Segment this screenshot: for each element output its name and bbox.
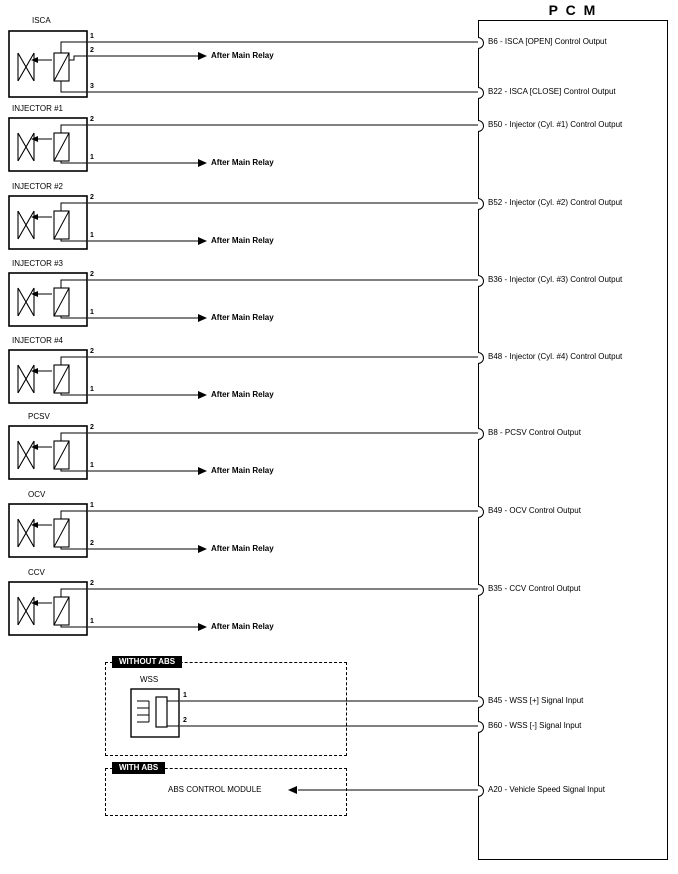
abs-control-module-label: ABS CONTROL MODULE	[168, 785, 262, 794]
component-label-injector2: INJECTOR #2	[12, 182, 63, 191]
pin-number: 2	[90, 116, 94, 123]
pin-number: 1	[90, 386, 94, 393]
arrow-icon	[198, 391, 207, 399]
pcm-box	[478, 20, 668, 860]
pcm-pin-label: B36 - Injector (Cyl. #3) Control Output	[488, 275, 623, 284]
pcm-pin-label: B52 - Injector (Cyl. #2) Control Output	[488, 198, 623, 207]
solenoid-valve-symbol	[8, 581, 88, 636]
after-main-relay-label: After Main Relay	[211, 622, 274, 631]
component-label-pcsv: PCSV	[28, 412, 50, 421]
after-main-relay-label: After Main Relay	[211, 158, 274, 167]
pcm-pin-label: B50 - Injector (Cyl. #1) Control Output	[488, 120, 623, 129]
solenoid-valve-symbol	[8, 349, 88, 404]
component-label-isca: ISCA	[32, 16, 51, 25]
arrow-icon	[288, 786, 297, 794]
pcm-pin-label: B8 - PCSV Control Output	[488, 428, 581, 437]
arrow-icon	[198, 545, 207, 553]
pin-number: 2	[90, 424, 94, 431]
after-main-relay-label: After Main Relay	[211, 544, 274, 553]
arrow-icon	[198, 623, 207, 631]
pin-number: 1	[90, 309, 94, 316]
pcm-pin-label: B49 - OCV Control Output	[488, 506, 581, 515]
pcm-pin-label: B60 - WSS [-] Signal Input	[488, 721, 582, 730]
pcm-pin-label: B48 - Injector (Cyl. #4) Control Output	[488, 352, 623, 361]
after-main-relay-label: After Main Relay	[211, 313, 274, 322]
after-main-relay-label: After Main Relay	[211, 236, 274, 245]
component-label-injector4: INJECTOR #4	[12, 336, 63, 345]
pin-number: 2	[90, 194, 94, 201]
pcm-pin-label: A20 - Vehicle Speed Signal Input	[488, 785, 605, 794]
pin-number: 1	[90, 33, 94, 40]
after-main-relay-label: After Main Relay	[211, 51, 274, 60]
pcm-title: P C M	[548, 2, 598, 18]
pcm-pin-label: B35 - CCV Control Output	[488, 584, 581, 593]
pin-number: 2	[90, 47, 94, 54]
pin-number: 2	[90, 271, 94, 278]
solenoid-valve-symbol	[8, 195, 88, 250]
pin-number: 1	[90, 462, 94, 469]
pin-number: 3	[90, 83, 94, 90]
pin-number: 1	[90, 502, 94, 509]
arrow-icon	[198, 314, 207, 322]
arrow-icon	[198, 159, 207, 167]
pcm-pin-label: B22 - ISCA [CLOSE] Control Output	[488, 87, 616, 96]
wss-connector-symbol	[130, 688, 180, 738]
component-label-injector1: INJECTOR #1	[12, 104, 63, 113]
after-main-relay-label: After Main Relay	[211, 390, 274, 399]
pcm-pin-label: B45 - WSS [+] Signal Input	[488, 696, 584, 705]
solenoid-valve-symbol	[8, 503, 88, 558]
solenoid-valve-symbol	[8, 425, 88, 480]
wss-label: WSS	[140, 675, 159, 684]
pcm-pin-label: B6 - ISCA [OPEN] Control Output	[488, 37, 607, 46]
pin-number: 2	[183, 717, 187, 724]
arrow-icon	[198, 467, 207, 475]
component-label-ccv: CCV	[28, 568, 45, 577]
pin-number: 1	[183, 692, 187, 699]
pin-number: 1	[90, 232, 94, 239]
after-main-relay-label: After Main Relay	[211, 466, 274, 475]
component-label-injector3: INJECTOR #3	[12, 259, 63, 268]
arrow-icon	[198, 237, 207, 245]
arrow-icon	[198, 52, 207, 60]
pin-number: 2	[90, 540, 94, 547]
with-abs-title: WITH ABS	[112, 762, 165, 774]
pin-number: 2	[90, 348, 94, 355]
component-label-ocv: OCV	[28, 490, 46, 499]
pin-number: 1	[90, 618, 94, 625]
pin-number: 1	[90, 154, 94, 161]
solenoid-valve-symbol	[8, 272, 88, 327]
solenoid-valve-symbol	[8, 30, 88, 98]
pin-number: 2	[90, 580, 94, 587]
without-abs-title: WITHOUT ABS	[112, 656, 182, 668]
solenoid-valve-symbol	[8, 117, 88, 172]
